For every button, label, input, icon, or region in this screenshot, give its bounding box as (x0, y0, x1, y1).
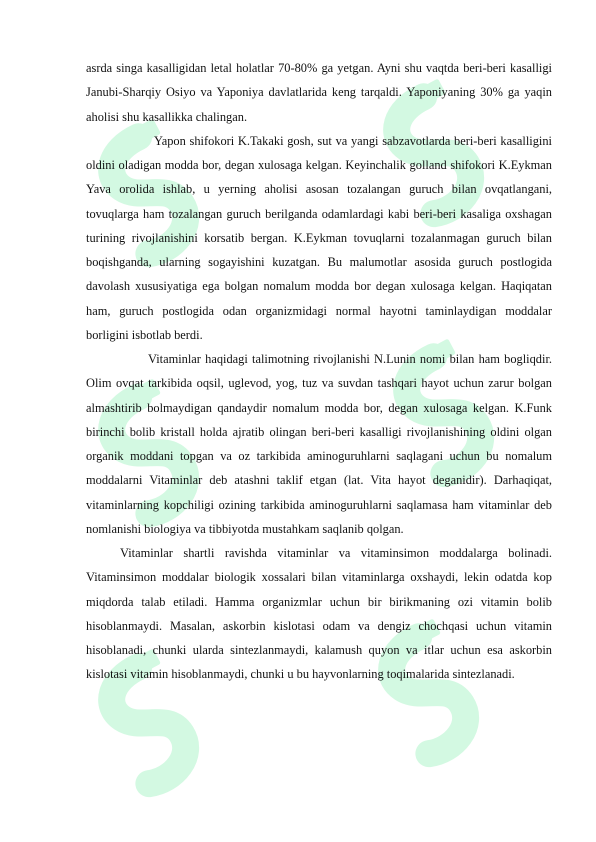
paragraph: asrda singa kasalligidan letal holatlar 70-80% ga yetgan. Ayni shu vaqtda beri-beri kasalligi Janubi-Sharqiy Osiyo va Yaponiya davlatlarida keng tarqaldi. Yaponiyaning 30% ga yaqin aholisi shu kasallikka chalingan. (86, 61, 552, 124)
paragraph: Vitaminlar shartli ravishda vitaminlar va vitaminsimon moddalarga bolinadi. Vitaminsimon moddalar biologik xossalari bilan vitaminlarga oxshaydi, lekin odatda kop miqdorda talab etiladi. Hamma organizmlar uchun bir birikmaning ozi vitamin bolib hisoblanmaydi. Masalan, askorbin kislotasi odam va dengiz chochqasi uchun vitamin hisoblanadi, chunki ularda sintezlanmaydi, kalamush quyon va itlar uchun esa askorbin kislotasi vitamin hisoblanmaydi, chunki u bu hayvonlarning toqimalarida sintezlanadi. (86, 546, 552, 682)
document-body (86, 56, 552, 687)
paragraph: Yapon shifokori K.Takaki gosh, sut va yangi sabzavotlarda beri-beri kasalligini oldini oladigan modda bor, degan xulosaga kelgan. Keyinchalik golland shifokori K.Eykman Yava orolida ishlab, u yerning aholisi asosan tozalangan guruch bilan ovqatlangani, tovuqlarga ham tozalangan guruch berilganda odamlardagi kabi beri-beri kasaliga oxshagan turining rivojlanishini korsatib bergan. K.Eykman tovuqlarni tozalanmagan guruch bilan boqishganda, ularning sogayishini kuzatgan. Bu malumotlar asosida guruch postlogida davolash xususiyatiga ega bolgan nomalum modda bor degan xulosaga kelgan. Haqiqatan ham, guruch postlogida odan organizmidagi normal hayotni taminlaydigan moddalar borligini isbotlab berdi. (86, 133, 552, 342)
paragraph: Vitaminlar haqidagi talimotning rivojlanishi N.Lunin nomi bilan ham bogliqdir. Olim ovqat tarkibida oqsil, uglevod, yog, tuz va suvdan tashqari hayot uchun zarur bolgan almashtirib bolmaydigan qandaydir nomalum modda bor, degan xulosaga kelgan. K.Funk birinchi bolib kristall holda ajratib olingan beri-beri kasalligi rivojlanishining oldini olgan organik moddani topgan va oz tarkibida aminoguruhlarni saqlagani uchun bu nomalum moddalarni Vitaminlar deb atashni taklif etgan (lat. Vita hayot deganidir). Darhaqiqat, vitaminlarning kopchiligi ozining tarkibida aminoguruhlarni saqlamasa ham vitaminlar deb nomlanishi biologiya va tibbiyotda mustahkam saqlanib qolgan. (86, 352, 552, 536)
